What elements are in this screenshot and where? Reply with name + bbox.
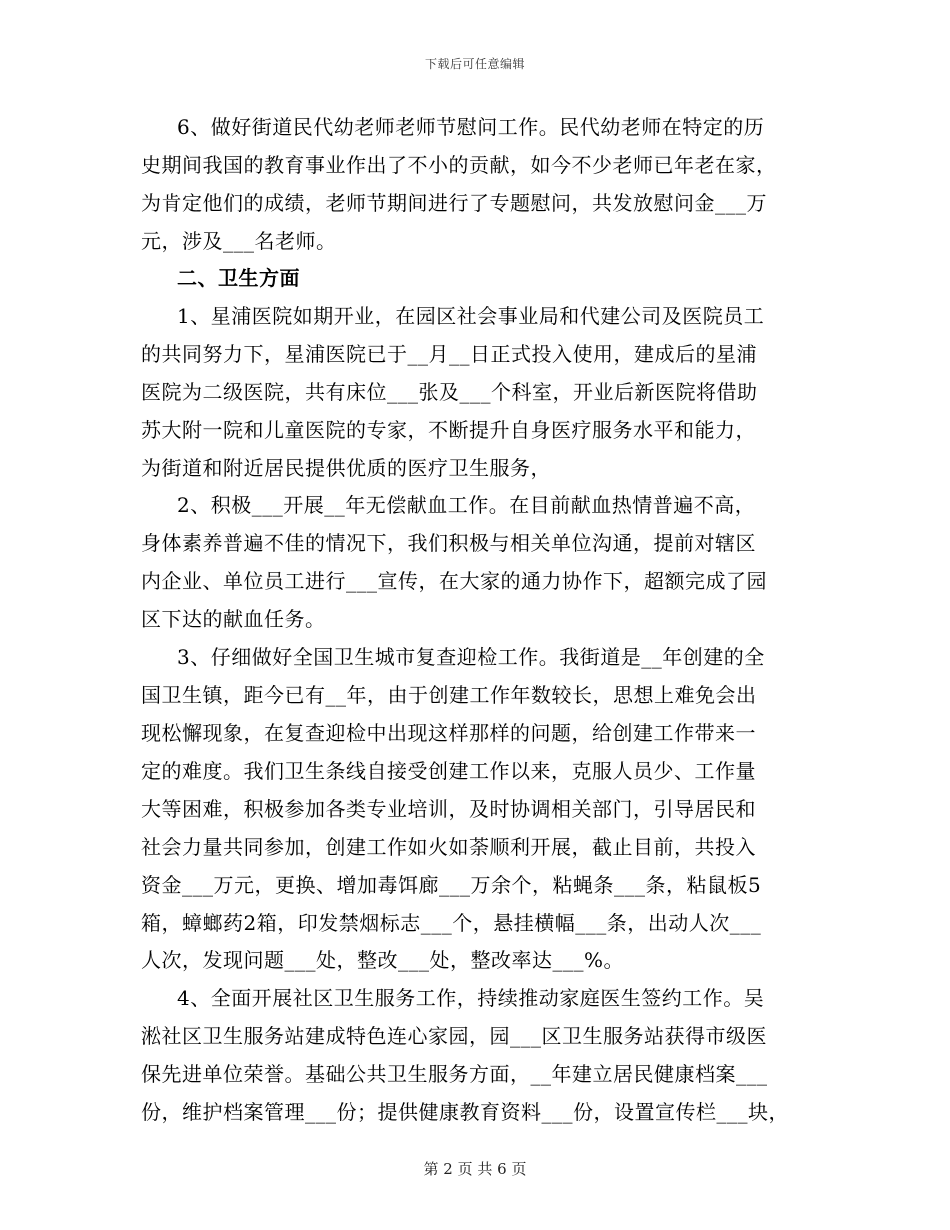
paragraph-line: 保先进单位荣誉。基础公共卫生服务方面，__年建立居民健康档案___	[141, 1062, 768, 1086]
paragraph-line: 2、积极___开展__年无偿献血工作。在目前献血热情普遍不高，	[177, 493, 756, 517]
paragraph-line: 大等困难，积极参加各类专业培训，及时协调相关部门，引导居民和	[141, 797, 756, 821]
paragraph-line: 定的难度。我们卫生条线自接受创建工作以来，克服人员少、工作量	[141, 759, 756, 783]
paragraph-line: 史期间我国的教育事业作出了不小的贡献，如今不少老师已年老在家，	[141, 153, 777, 177]
paragraph-line: 资金___万元，更换、增加毒饵廊___万余个，粘蝇条___条，粘鼠板5	[141, 873, 762, 897]
paragraph-line: 淞社区卫生服务站建成特色连心家园，园___区卫生服务站获得市级医	[141, 1024, 767, 1048]
paragraph-line: 国卫生镇，距今已有__年，由于创建工作年数较长，思想上难免会出	[141, 683, 757, 707]
section-heading: 二、卫生方面	[177, 266, 300, 290]
paragraph-line: 的共同努力下，星浦医院已于__月__日正式投入使用，建成后的星浦	[141, 342, 757, 366]
paragraph-line: 4、全面开展社区卫生服务工作，持续推动家庭医生签约工作。吴	[177, 986, 765, 1010]
paragraph-line: 份，维护档案管理___份；提供健康教育资料___份，设置宣传栏___块，	[141, 1100, 789, 1124]
paragraph-line: 现松懈现象，在复查迎检中出现这样那样的问题，给创建工作带来一	[141, 721, 756, 745]
paragraph-line: 箱，蟑螂药2箱，印发禁烟标志___个，悬挂横幅___条，出动人次___	[141, 911, 762, 935]
paragraph-line: 6、做好街道民代幼老师老师节慰问工作。民代幼老师在特定的历	[177, 115, 765, 139]
paragraph-line: 医院为二级医院，共有床位___张及___个科室，开业后新医院将借助	[141, 380, 758, 404]
paragraph-line: 社会力量共同参加，创建工作如火如荼顺利开展，截止目前，共投入	[141, 835, 756, 859]
page-number-footer: 第 2 页 共 6 页	[423, 1160, 527, 1178]
paragraph-line: 苏大附一院和儿童医院的专家，不断提升自身医疗服务水平和能力，	[141, 418, 756, 442]
paragraph-line: 区下达的献血任务。	[141, 607, 326, 631]
paragraph-line: 身体素养普遍不佳的情况下，我们积极与相关单位沟通，提前对辖区	[141, 531, 756, 555]
paragraph-line: 3、仔细做好全国卫生城市复查迎检工作。我街道是__年创建的全	[177, 645, 765, 669]
paragraph-line: 人次，发现问题___处，整改___处，整改率达___%。	[141, 948, 625, 972]
paragraph-line: 内企业、单位员工进行___宣传，在大家的通力协作下，超额完成了园	[141, 569, 767, 593]
paragraph-line: 元，涉及___名老师。	[141, 229, 337, 253]
paragraph-line: 为街道和附近居民提供优质的医疗卫生服务，	[141, 456, 551, 480]
page-header-note: 下载后可任意编辑	[424, 57, 525, 71]
paragraph-line: 为肯定他们的成绩，老师节期间进行了专题慰问，共发放慰问金___万	[141, 191, 767, 215]
paragraph-line: 1、星浦医院如期开业，在园区社会事业局和代建公司及医院员工	[177, 304, 765, 328]
